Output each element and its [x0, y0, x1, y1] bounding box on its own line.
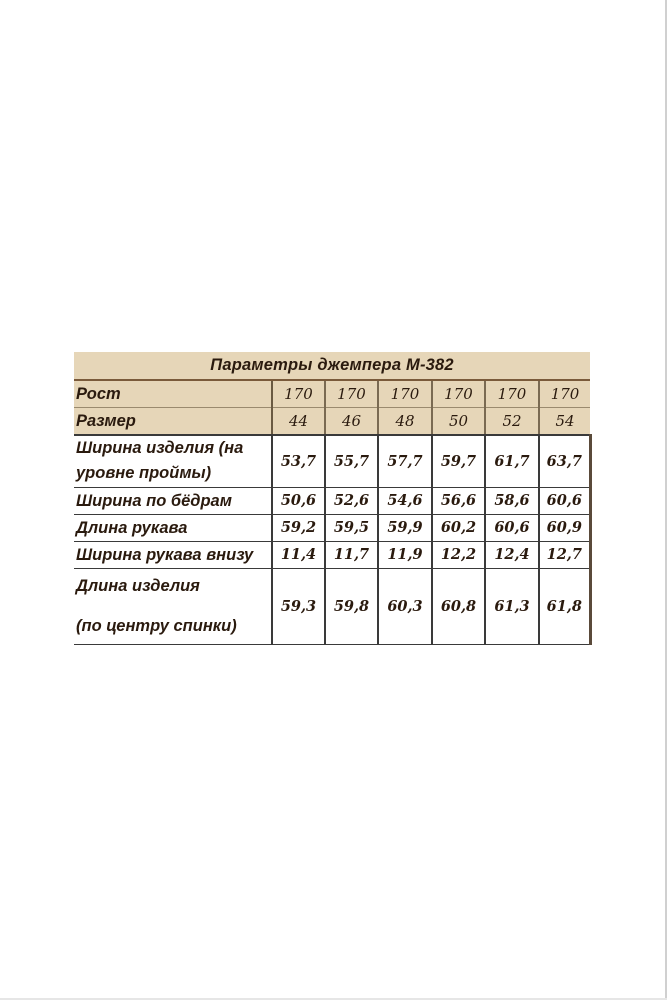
value-cell: 61,7 [485, 435, 539, 487]
value-cell: 58,6 [485, 487, 539, 514]
value-cell: 170 [272, 380, 325, 408]
row-label-line2: уровне проймы) [76, 464, 212, 483]
value-cell: 55,7 [325, 435, 378, 487]
value-cell: 44 [272, 408, 325, 436]
value-cell: 54 [539, 408, 590, 436]
value-cell: 60,3 [378, 568, 432, 644]
value-cell: 59,3 [272, 568, 325, 644]
value-cell: 59,7 [432, 435, 485, 487]
value-cell: 48 [378, 408, 432, 436]
value-cell: 59,5 [325, 514, 378, 541]
row-label [74, 568, 272, 644]
row-label: Длина рукава [74, 514, 272, 541]
value-cell: 12,7 [539, 541, 590, 568]
value-cell: 50 [432, 408, 485, 436]
value-cell: 60,9 [539, 514, 590, 541]
row-label: Ширина по бёдрам [74, 487, 272, 514]
parameters-table [74, 352, 592, 645]
value-cell: 60,8 [432, 568, 485, 644]
value-cell: 63,7 [539, 435, 590, 487]
row-product-length [74, 568, 590, 644]
row-width-hips [74, 487, 590, 514]
value-cell: 170 [432, 380, 485, 408]
value-cell: 59,9 [378, 514, 432, 541]
row-sleeve-length [74, 514, 590, 541]
value-cell: 50,6 [272, 487, 325, 514]
value-cell: 61,3 [485, 568, 539, 644]
value-cell: 60,6 [539, 487, 590, 514]
value-cell: 59,8 [325, 568, 378, 644]
value-cell: 61,8 [539, 568, 590, 644]
table-title: Параметры джемпера М-382 [74, 352, 590, 380]
row-label: Размер [74, 408, 272, 436]
row-label-line1: Ширина изделия (на [76, 439, 244, 458]
value-cell: 170 [539, 380, 590, 408]
row-size [74, 408, 590, 436]
row-label [74, 435, 272, 487]
value-cell: 60,2 [432, 514, 485, 541]
value-cell: 60,6 [485, 514, 539, 541]
value-cell: 56,6 [432, 487, 485, 514]
row-label: Ширина рукава внизу [74, 541, 272, 568]
title-row [74, 352, 590, 380]
value-cell: 12,2 [432, 541, 485, 568]
value-cell: 52 [485, 408, 539, 436]
value-cell: 53,7 [272, 435, 325, 487]
value-cell: 59,2 [272, 514, 325, 541]
row-label-line1: Длина изделия [76, 577, 200, 595]
row-label: Рост [74, 380, 272, 408]
row-width-armhole [74, 435, 590, 487]
value-cell: 11,4 [272, 541, 325, 568]
value-cell: 170 [485, 380, 539, 408]
value-cell: 11,7 [325, 541, 378, 568]
value-cell: 52,6 [325, 487, 378, 514]
value-cell: 12,4 [485, 541, 539, 568]
row-sleeve-width [74, 541, 590, 568]
value-cell: 11,9 [378, 541, 432, 568]
row-height [74, 380, 590, 408]
value-cell: 170 [325, 380, 378, 408]
row-label-line2: (по центру спинки) [76, 617, 237, 635]
value-cell: 54,6 [378, 487, 432, 514]
value-cell: 170 [378, 380, 432, 408]
value-cell: 57,7 [378, 435, 432, 487]
value-cell: 46 [325, 408, 378, 436]
